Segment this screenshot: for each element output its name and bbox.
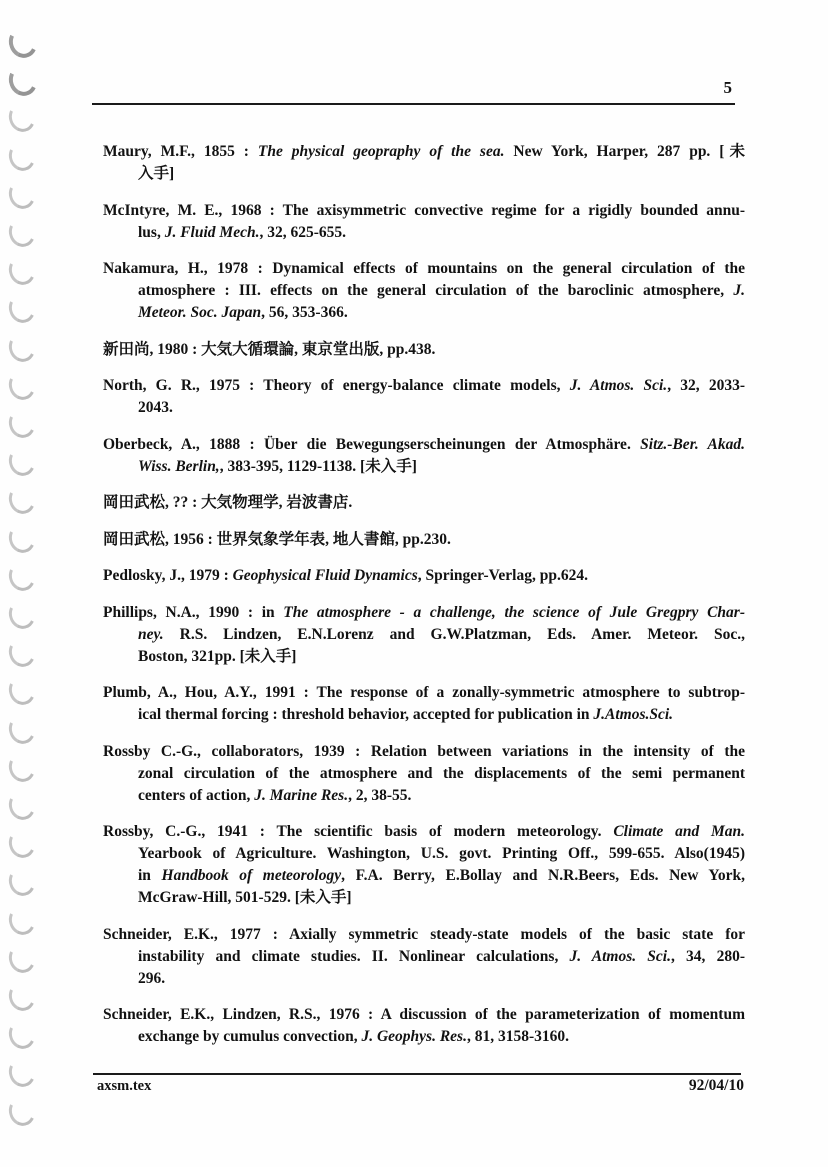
binding-hole xyxy=(5,444,39,480)
reference-line: Yearbook of Agriculture. Washington, U.S. govt. Printing Off., 599-655. Also(1945) xyxy=(138,845,745,862)
reference-line: Maury, M.F., 1855 : The physical geopraphy of the sea. New York, Harper, 287 pp. [未 xyxy=(103,143,745,160)
reference-entry xyxy=(103,924,745,990)
reference-entry xyxy=(103,821,745,909)
binding-hole xyxy=(5,329,39,365)
reference-entry xyxy=(103,602,745,668)
binding-hole xyxy=(5,1055,39,1091)
spiral-binding xyxy=(0,0,70,1167)
header-rule xyxy=(92,103,735,105)
binding-hole xyxy=(5,979,39,1015)
reference-line: 296. xyxy=(138,969,166,987)
reference-entry xyxy=(103,434,745,478)
reference-entry xyxy=(103,529,745,551)
binding-hole xyxy=(5,864,39,900)
footer-date: 92/04/10 xyxy=(688,1077,744,1094)
binding-hole xyxy=(5,558,39,594)
binding-hole xyxy=(5,597,39,633)
binding-hole xyxy=(5,1017,39,1053)
binding-hole xyxy=(5,749,39,785)
footer-filename: axsm.tex xyxy=(97,1078,152,1094)
reference-line: Rossby, C.-G., 1941 : The scientific basis of modern meteorology. Climate and Man. xyxy=(103,823,746,840)
reference-line: Oberbeck, A., 1888 : Über die Bewegungserscheinungen der Atmosphäre. Sitz.-Ber. Akad. xyxy=(103,435,745,453)
reference-entry xyxy=(103,1004,745,1048)
footer-rule xyxy=(93,1073,741,1075)
reference-line: Meteor. Soc. Japan, 56, 353-366. xyxy=(138,304,348,321)
reference-line: Nakamura, H., 1978 : Dynamical effects of mountains on the general circulation of the xyxy=(103,260,745,277)
binding-hole xyxy=(5,635,39,671)
reference-line: Wiss. Berlin,, 383-395, 1129-1138. [未入手] xyxy=(138,457,417,475)
reference-line: Schneider, E.K., Lindzen, R.S., 1976 : A discussion of the parameterization of momentum xyxy=(103,1006,745,1023)
binding-hole xyxy=(5,1093,39,1129)
binding-hole xyxy=(5,788,39,824)
reference-line: ney. R.S. Lindzen, E.N.Lorenz and G.W.Platzman, Eds. Amer. Meteor. Soc., xyxy=(138,625,745,643)
reference-entry xyxy=(103,682,745,726)
reference-entry xyxy=(103,141,745,185)
reference-line: 岡田武松, ?? : 大気物理学, 岩波書店. xyxy=(103,494,353,511)
reference-line: McGraw-Hill, 501-529. [未入手] xyxy=(138,889,352,906)
binding-hole xyxy=(5,482,39,518)
binding-hole xyxy=(5,673,39,709)
binding-hole xyxy=(5,826,39,862)
binding-hole xyxy=(5,902,39,938)
binding-hole xyxy=(5,406,39,442)
reference-line: Pedlosky, J., 1979 : Geophysical Fluid Dynamics, Springer-Verlag, pp.624. xyxy=(103,567,588,584)
binding-hole xyxy=(5,100,39,136)
reference-line: 岡田武松, 1956 : 世界気象学年表, 地人書館, pp.230. xyxy=(103,530,451,548)
reference-line: centers of action, J. Marine Res., 2, 38-55. xyxy=(138,786,412,804)
reference-line: zonal circulation of the atmosphere and the displacements of the semi permanent xyxy=(138,764,745,782)
reference-entry xyxy=(103,492,745,514)
reference-line: Phillips, N.A., 1990 : in The atmosphere - a challenge, the science of Jule Gregpry Char- xyxy=(103,603,745,621)
reference-line: ical thermal forcing : threshold behavior, accepted for publication in J.Atmos.Sci. xyxy=(138,706,674,723)
reference-line: Boston, 321pp. [未入手] xyxy=(138,647,297,665)
reference-line: lus, J. Fluid Mech., 32, 625-655. xyxy=(138,223,346,241)
reference-line: in Handbook of meteorology, F.A. Berry, E.Bollay and N.R.Beers, Eds. New York, xyxy=(138,867,745,884)
binding-hole xyxy=(5,367,39,403)
reference-line: Rossby C.-G., collaborators, 1939 : Relation between variations in the intensity of the xyxy=(103,742,745,760)
reference-entry xyxy=(103,339,745,361)
reference-line: 新田尚, 1980 : 大気大循環論, 東京堂出版, pp.438. xyxy=(103,340,436,358)
reference-entry xyxy=(103,741,745,807)
binding-hole xyxy=(5,520,39,556)
binding-hole xyxy=(5,138,39,174)
reference-line: North, G. R., 1975 : Theory of energy-balance climate models, J. Atmos. Sci., 32, 2033- xyxy=(103,377,746,394)
reference-line: atmosphere : III. effects on the general circulation of the baroclinic atmosphere, J. xyxy=(138,282,745,299)
reference-line: Schneider, E.K., 1977 : Axially symmetric steady-state models of the basic state for xyxy=(103,925,745,943)
binding-hole xyxy=(5,176,39,212)
reference-line: Plumb, A., Hou, A.Y., 1991 : The response of a zonally-symmetric atmosphere to subtrop- xyxy=(103,684,745,701)
binding-hole xyxy=(5,940,39,976)
page-number: 5 xyxy=(723,78,732,97)
reference-entry xyxy=(103,375,745,419)
reference-line: 入手] xyxy=(138,165,175,182)
binding-hole xyxy=(5,23,41,61)
binding-hole xyxy=(5,215,39,251)
references-list xyxy=(103,141,745,1063)
binding-hole xyxy=(5,291,39,327)
binding-hole xyxy=(5,253,39,289)
reference-line: exchange by cumulus convection, J. Geophys. Res., 81, 3158-3160. xyxy=(138,1028,569,1045)
reference-line: 2043. xyxy=(138,399,173,416)
reference-entry xyxy=(103,200,745,244)
binding-hole xyxy=(5,711,39,747)
binding-hole xyxy=(5,62,41,100)
reference-entry xyxy=(103,565,745,587)
reference-line: McIntyre, M. E., 1968 : The axisymmetric convective regime for a rigidly bounded annu- xyxy=(103,201,745,219)
reference-line: instability and climate studies. II. Nonlinear calculations, J. Atmos. Sci., 34, 280- xyxy=(138,947,745,965)
reference-entry xyxy=(103,258,745,324)
